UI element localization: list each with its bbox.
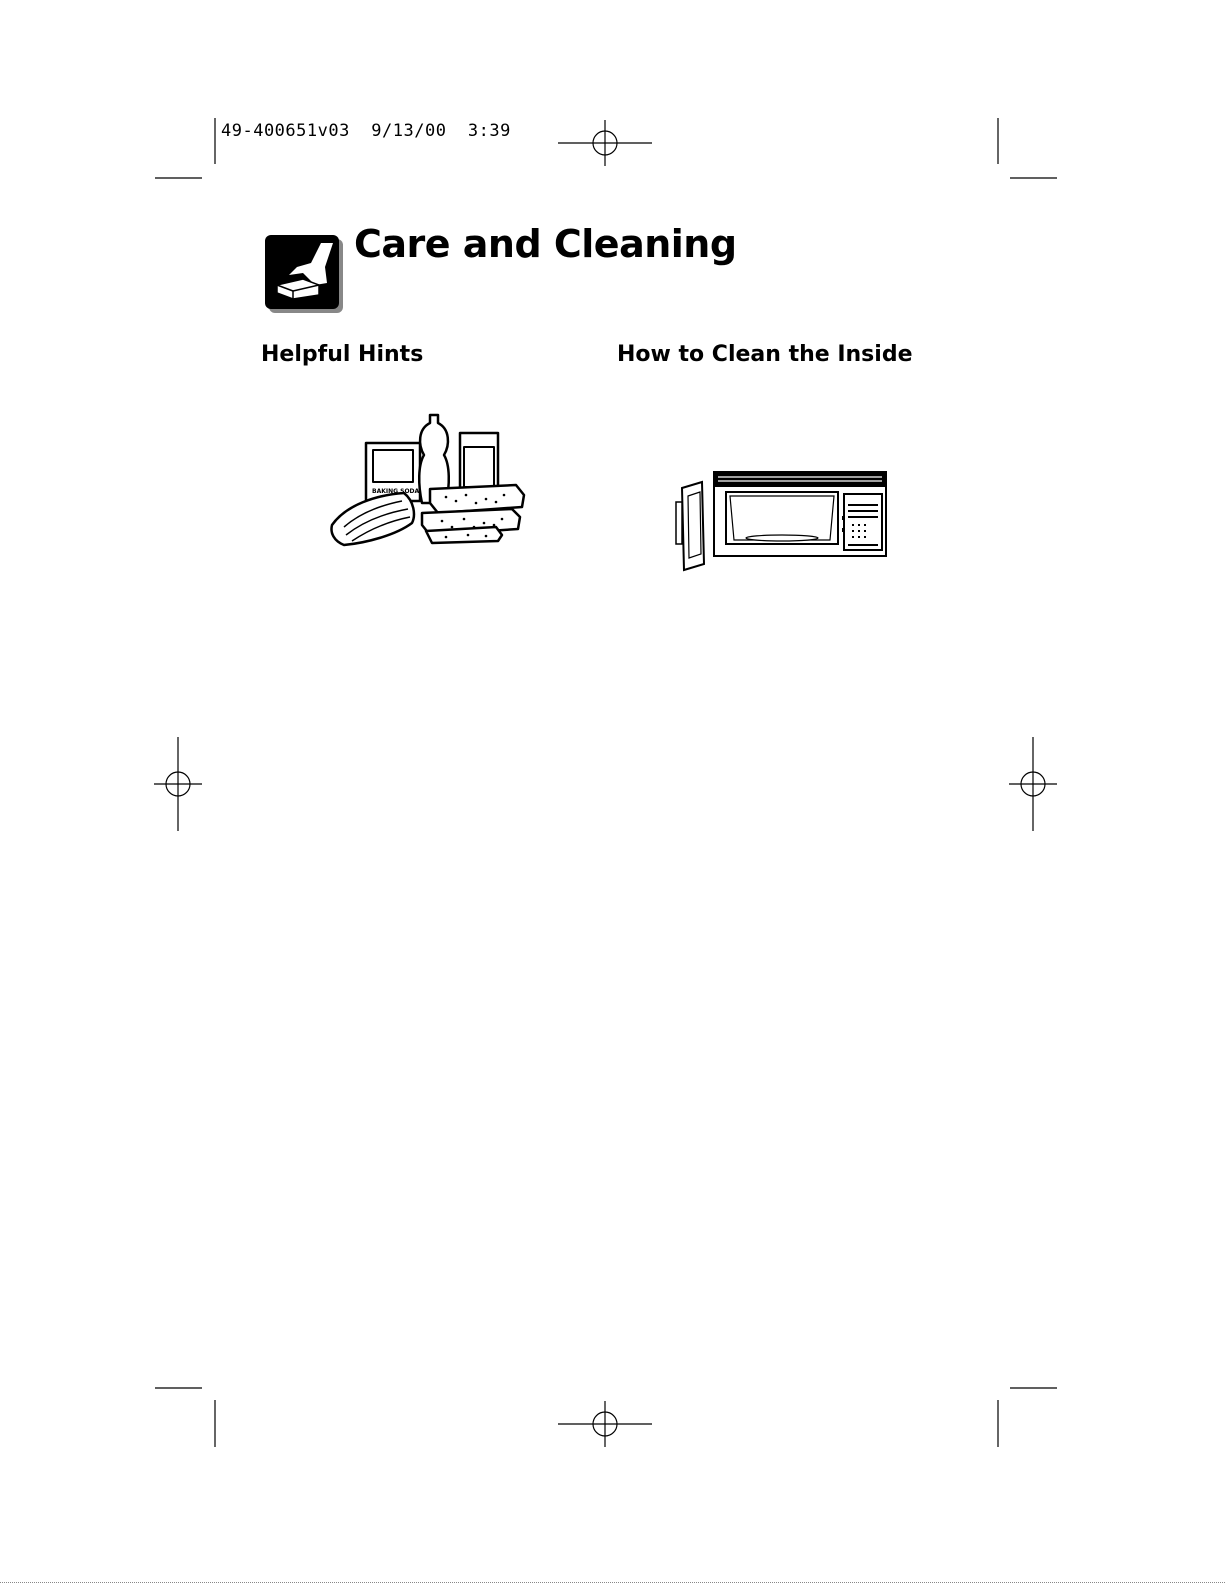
baking-soda-label: BAKING SODA — [372, 488, 420, 495]
cleaning-supplies-illustration — [326, 405, 530, 547]
microwave-illustration — [674, 468, 890, 572]
page-bottom-dotted-line — [0, 1582, 1225, 1583]
section-heading-helpful-hints: Helpful Hints — [261, 342, 424, 367]
hand-sponge-icon — [263, 233, 345, 315]
section-heading-clean-inside: How to Clean the Inside — [617, 342, 913, 367]
print-slug: 49-400651v03 9/13/00 3:39 — [221, 121, 511, 141]
page-title: Care and Cleaning — [354, 222, 737, 266]
